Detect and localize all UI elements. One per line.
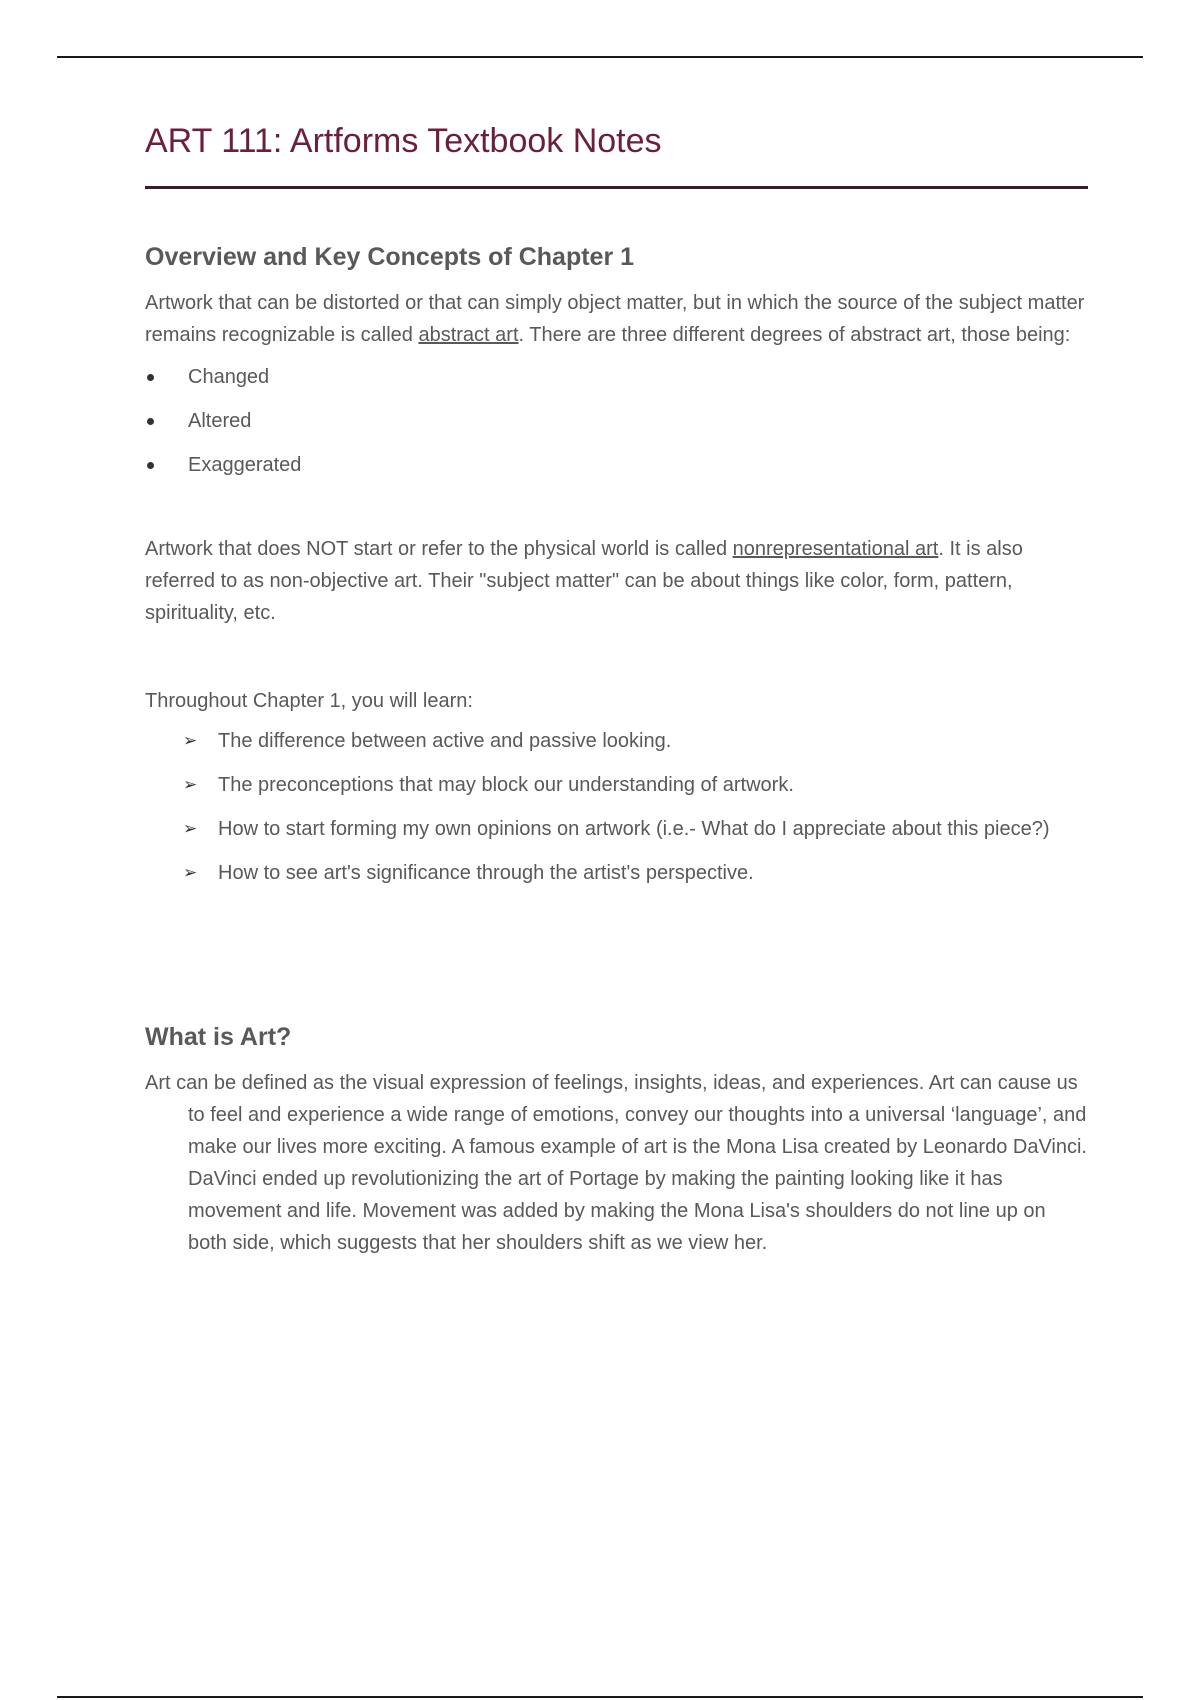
list-item <box>145 813 1090 845</box>
paragraph-text: . It is also referred to as non-objective art. Their "subject matter" can be about things like color, form, pattern, spirituality, etc. <box>145 538 1023 624</box>
paragraph-text: . There are three different degrees of abstract art, those being: <box>518 324 1071 346</box>
arrow-bullet-icon: ➢ <box>183 775 198 794</box>
list-item-text: How to see art's significance through the artist's perspective. <box>218 862 754 884</box>
document-page <box>145 116 1090 1259</box>
page-bottom-rule <box>57 1696 1143 1698</box>
paragraph-what-is-art: Art can be defined as the visual expression of feelings, insights, ideas, and experiences. Art can cause us to feel and experience a wide range of emotions, convey our thoughts into a universal ‘language’, and make our lives more exciting. A famous example of art is the Mona Lisa created by Leonardo DaVinci. DaVinci ended up revolutionizing the art of Portage by making the painting looking like it has movement and life. Movement was added by making the Mona Lisa's shoulders do not line up on both side, which suggests that her shoulders shift as we view her. <box>145 1072 1087 1254</box>
arrow-bullet-icon: ➢ <box>183 819 198 838</box>
paragraph-text: Artwork that can be distorted or that can simply object matter, but in which the source of the subject matter remains recognizable is called <box>145 292 1085 346</box>
list-item <box>145 725 1090 757</box>
arrow-bullet-icon: ➢ <box>183 863 198 882</box>
section-heading-overview: Overview and Key Concepts of Chapter 1 <box>145 243 635 271</box>
degrees-list <box>145 361 1090 481</box>
list-item <box>145 857 1090 889</box>
paragraph-abstract-art <box>145 287 1090 351</box>
list-item-text: Altered <box>188 410 252 432</box>
paragraph-learn-intro: Throughout Chapter 1, you will learn: <box>145 690 473 712</box>
list-item-text: Exaggerated <box>188 454 302 476</box>
paragraph-nonrepresentational-art <box>145 533 1090 629</box>
list-item-text: How to start forming my own opinions on artwork (i.e.- What do I appreciate about this piece?) <box>218 818 1050 840</box>
page-top-rule <box>57 56 1143 58</box>
term-abstract-art: abstract art <box>418 324 519 346</box>
list-item-text: The preconceptions that may block our understanding of artwork. <box>218 774 794 796</box>
list-item-text: Changed <box>188 366 270 388</box>
bullet-dot-icon <box>147 462 154 469</box>
document-title: ART 111: Artforms Textbook Notes <box>145 122 662 160</box>
bullet-dot-icon <box>147 418 154 425</box>
term-nonrepresentational-art: nonrepresentational art <box>732 538 939 560</box>
list-item <box>145 405 1090 437</box>
section-heading-what-is-art: What is Art? <box>145 1023 292 1051</box>
bullet-dot-icon <box>147 374 154 381</box>
list-item <box>145 449 1090 481</box>
title-divider <box>145 186 1088 189</box>
arrow-bullet-icon: ➢ <box>183 731 198 750</box>
paragraph-text: Artwork that does NOT start or refer to the physical world is called <box>145 538 733 560</box>
list-item <box>145 361 1090 393</box>
learn-list <box>145 725 1090 889</box>
list-item-text: The difference between active and passive looking. <box>218 730 672 752</box>
list-item <box>145 769 1090 801</box>
